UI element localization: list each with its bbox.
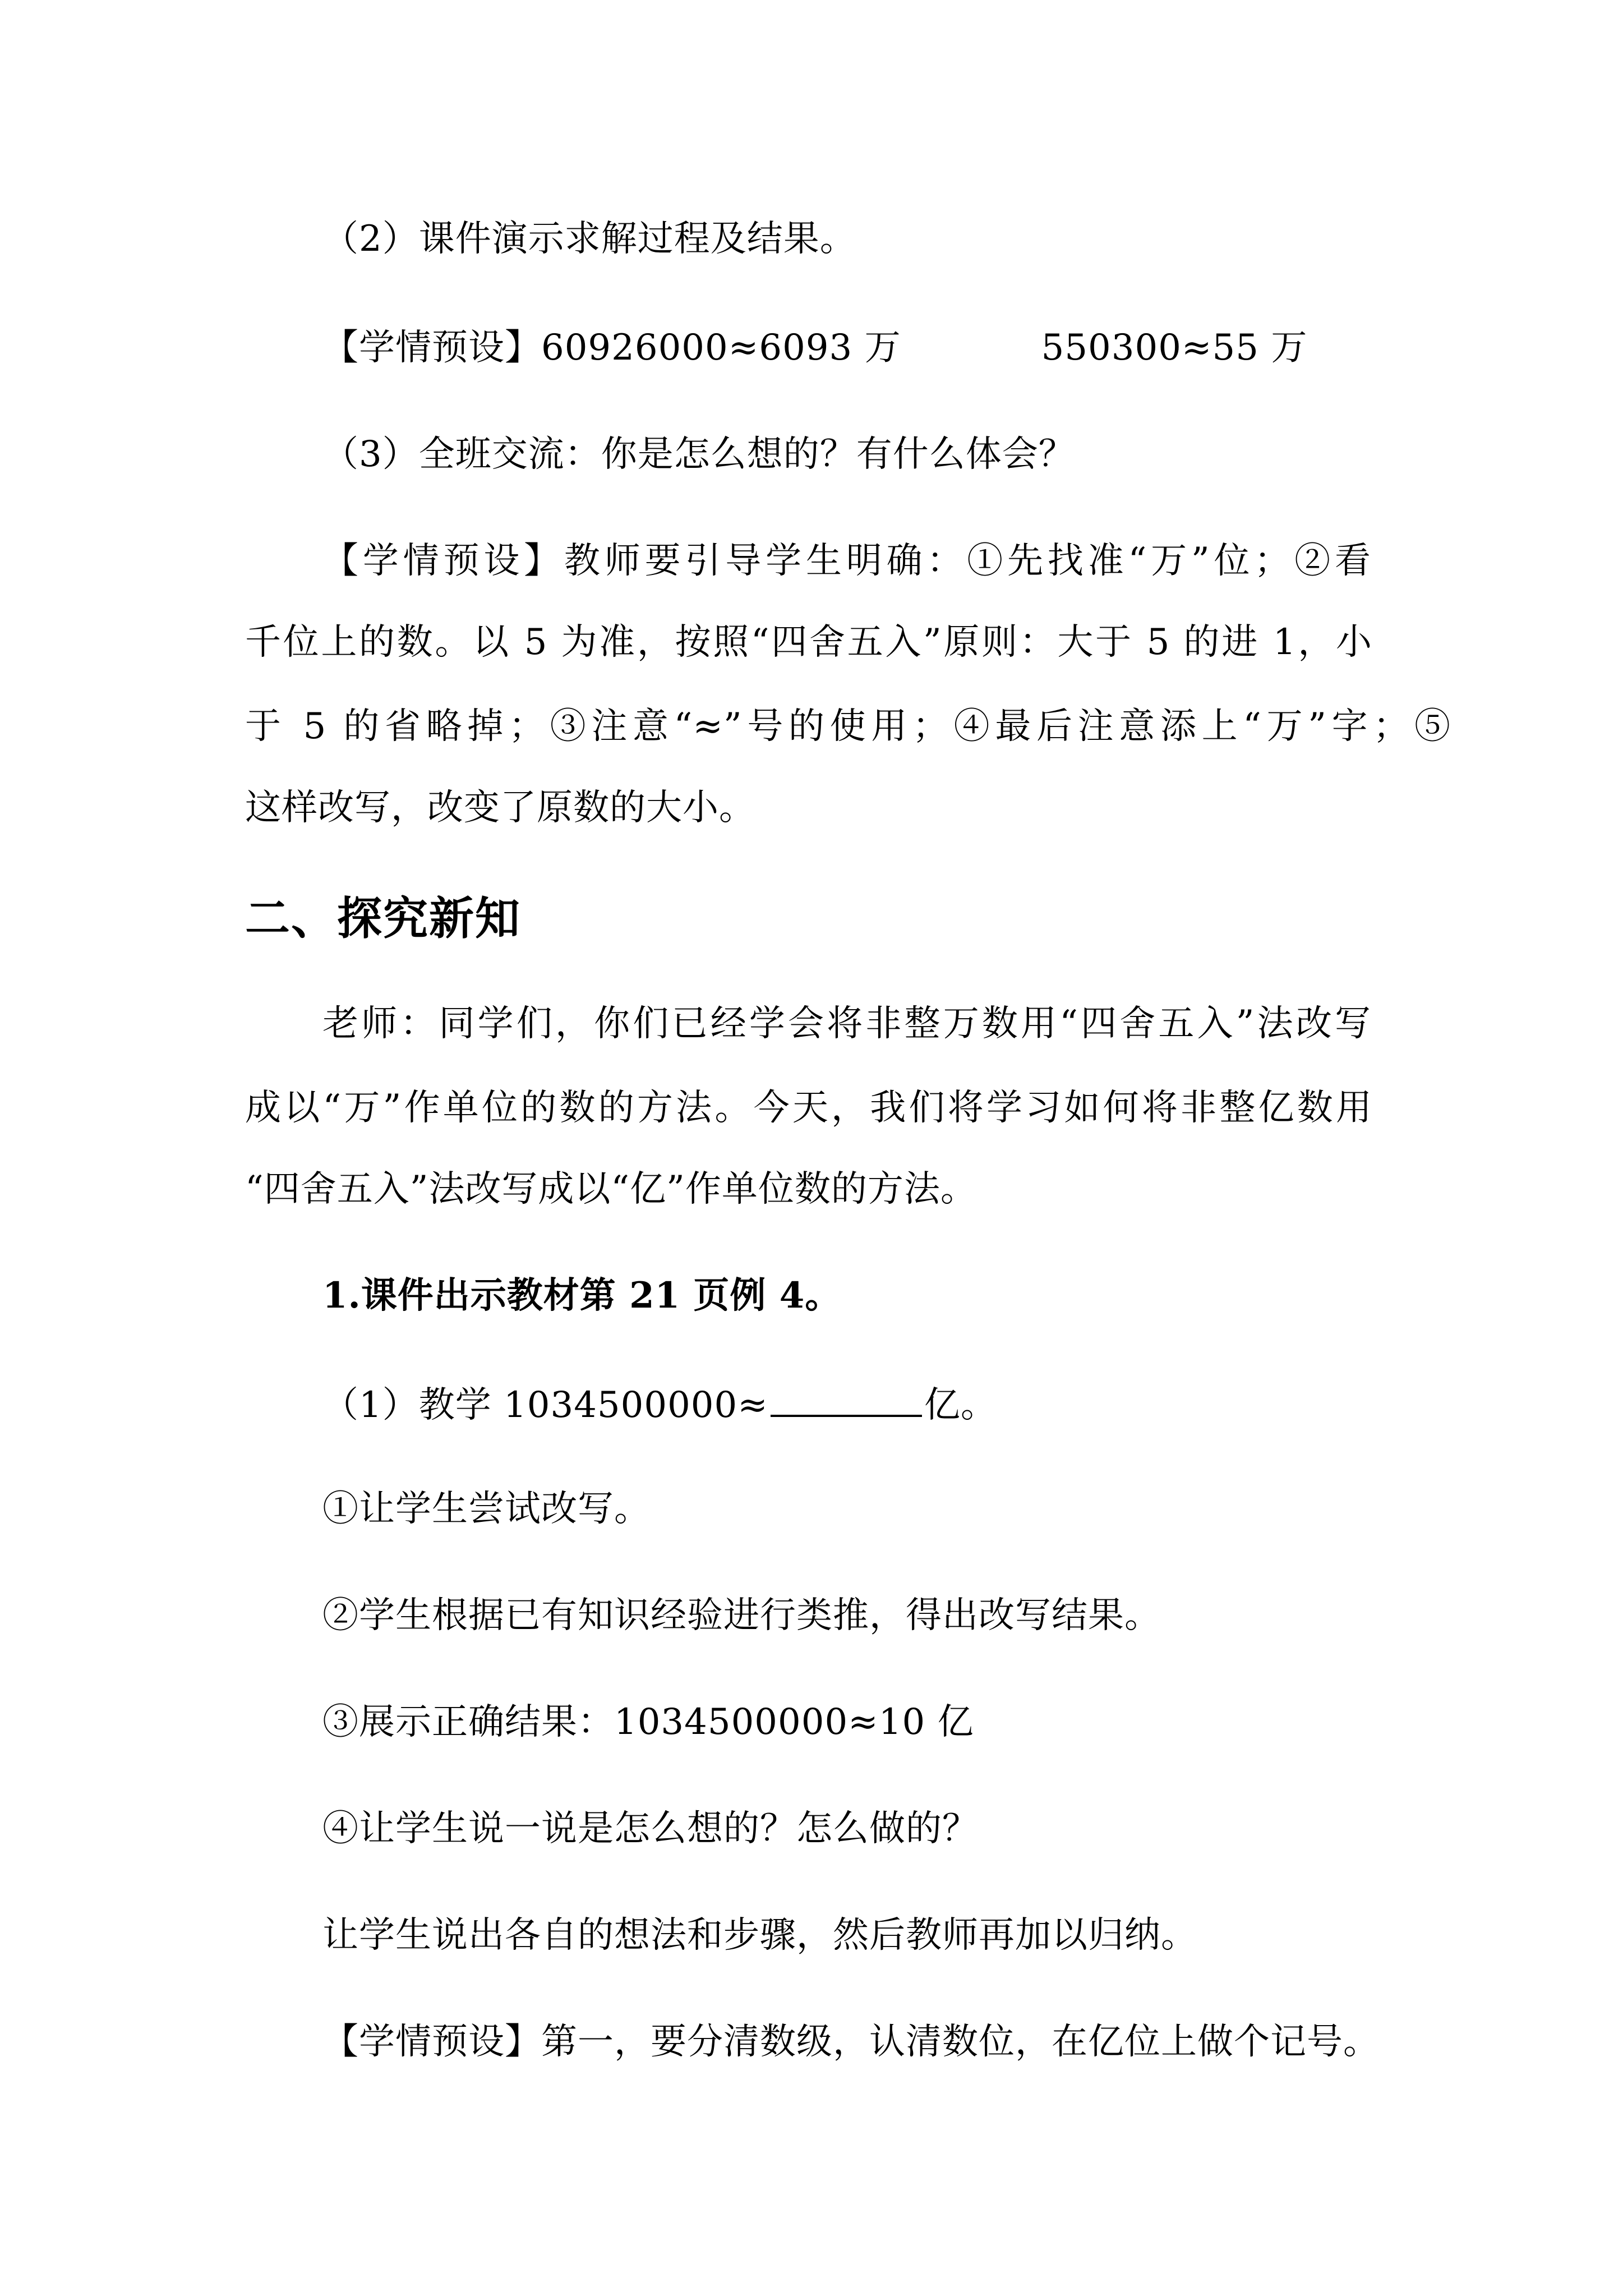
step-2-line: （2）课件演示求解过程及结果。	[322, 218, 856, 260]
question-1-unit: 亿。	[924, 1384, 997, 1426]
sub-step-2: ②学生根据已有知识经验进行类推，得出改写结果。	[322, 1595, 1161, 1636]
paragraph-1-line-3: 于 5 的省略掉；③注意“≈”号的使用；④最后注意添上“万”字；⑤	[245, 706, 1451, 747]
sub-step-4: ④让学生说一说是怎么想的？怎么做的？	[322, 1808, 979, 1849]
paragraph-1-line-4: 这样改写，改变了原数的大小。	[245, 787, 755, 829]
paragraph-2-line-3: “四舍五入”法改写成以“亿”作单位数的方法。	[245, 1168, 977, 1210]
section-heading: 二、探究新知	[245, 892, 521, 945]
paragraph-2-line-1: 老师：同学们，你们已经学会将非整万数用“四舍五入”法改写	[322, 1003, 1371, 1045]
question-1-line	[322, 1380, 997, 1428]
task-1-heading: 1.课件出示教材第 21 页例 4。	[322, 1274, 842, 1317]
paragraph-1-line-1: 【学情预设】教师要引导学生明确：①先找准“万”位；②看	[322, 540, 1371, 582]
preset-first-point: 【学情预设】第一，要分清数级，认清数位，在亿位上做个记号。	[322, 2021, 1380, 2063]
step-3-line: （3）全班交流：你是怎么想的？有什么体会？	[322, 434, 1075, 475]
paragraph-1-line-2: 千位上的数。以 5 为准，按照“四舍五入”原则：大于 5 的进 1，小	[245, 622, 1372, 663]
question-1-text: （1）教学 1034500000≈	[322, 1384, 768, 1426]
sub-step-3: ③展示正确结果：1034500000≈10 亿	[322, 1701, 974, 1743]
teacher-summary-line: 让学生说出各自的想法和步骤，然后教师再加以归纳。	[322, 1915, 1197, 1956]
answer-blank	[771, 1380, 922, 1417]
preset-result-wan: 【学情预设】60926000≈6093 万	[322, 327, 901, 369]
preset-result-line	[322, 325, 1307, 370]
preset-result-wan-2: 550300≈55 万	[1041, 327, 1308, 369]
paragraph-2-line-2: 成以“万”作单位的数的方法。今天，我们将学习如何将非整亿数用	[245, 1087, 1372, 1129]
sub-step-1: ①让学生尝试改写。	[322, 1488, 651, 1530]
